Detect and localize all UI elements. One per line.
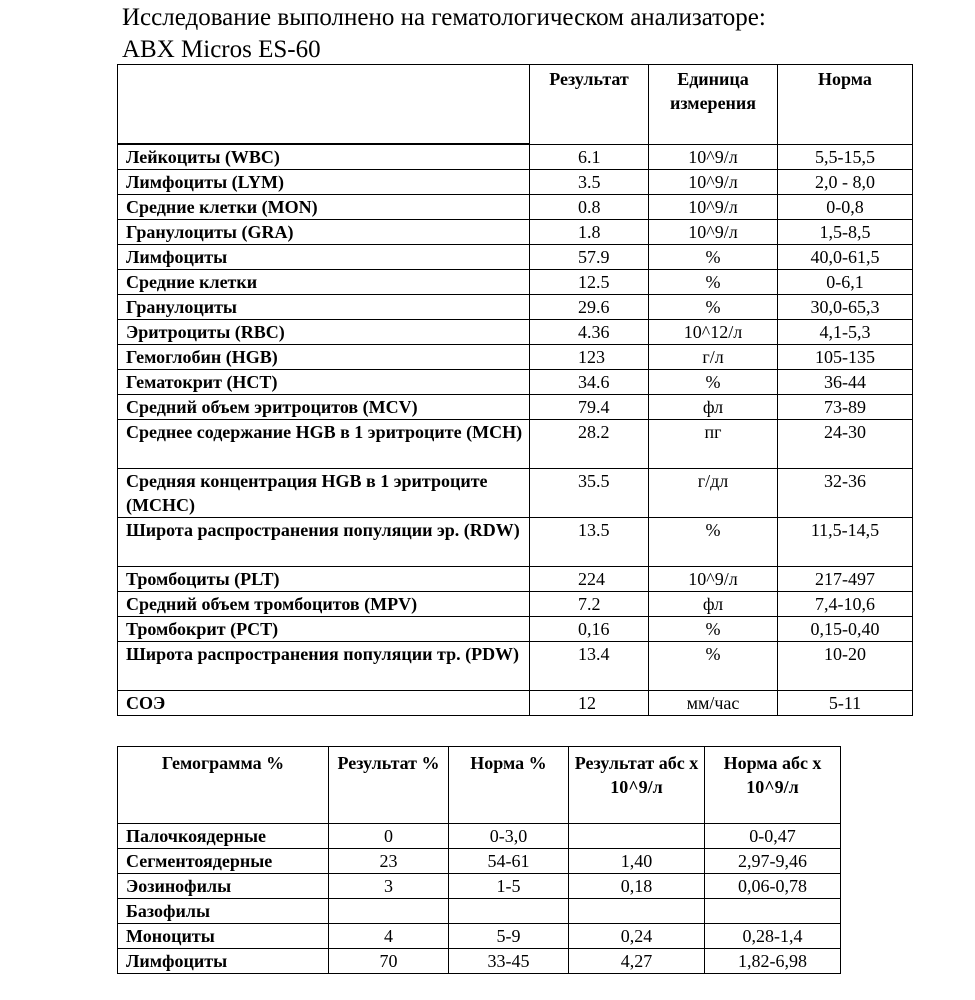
hemogram-row-result	[329, 899, 449, 924]
table-row	[118, 691, 913, 716]
row-unit: %	[649, 245, 778, 270]
row-unit: 10^9/л	[649, 220, 778, 245]
hemogram-row	[118, 924, 841, 949]
row-norm: 4,1-5,3	[778, 320, 913, 345]
row-result: 7.2	[530, 592, 649, 617]
hemogram-row-norm: 1-5	[449, 874, 569, 899]
table-row	[118, 295, 913, 320]
table-row	[118, 320, 913, 345]
table-row	[118, 220, 913, 245]
row-result: 13.4	[530, 642, 649, 691]
hemogram-header-row	[118, 747, 841, 824]
row-norm: 24-30	[778, 420, 913, 469]
hemogram-row-result: 70	[329, 949, 449, 974]
row-name: Лейкоциты (WBC)	[118, 144, 530, 170]
row-name: Гранулоциты (GRA)	[118, 220, 530, 245]
page-title	[122, 2, 766, 66]
hemogram-row-abs-result	[569, 824, 705, 849]
row-name: Средние клетки	[118, 270, 530, 295]
row-name: Лимфоциты	[118, 245, 530, 270]
hemogram-row	[118, 824, 841, 849]
row-result: 1.8	[530, 220, 649, 245]
row-result: 123	[530, 345, 649, 370]
hemogram-header-abs-norm: Норма абс х 10^9/л	[705, 747, 841, 824]
header-result: Результат	[530, 65, 649, 145]
row-result: 0,16	[530, 617, 649, 642]
row-norm: 217-497	[778, 567, 913, 592]
row-unit: г/л	[649, 345, 778, 370]
row-unit: 10^9/л	[649, 170, 778, 195]
table-row	[118, 270, 913, 295]
row-name: Тромбоциты (PLT)	[118, 567, 530, 592]
hemogram-row-abs-result: 4,27	[569, 949, 705, 974]
hemogram-row-abs-result: 0,18	[569, 874, 705, 899]
row-unit: 10^9/л	[649, 567, 778, 592]
row-name: Лимфоциты (LYM)	[118, 170, 530, 195]
table-row	[118, 245, 913, 270]
row-result: 12	[530, 691, 649, 716]
hemogram-row-norm: 5-9	[449, 924, 569, 949]
row-result: 34.6	[530, 370, 649, 395]
row-unit: 10^12/л	[649, 320, 778, 345]
row-norm: 11,5-14,5	[778, 518, 913, 567]
row-norm: 0-0,8	[778, 195, 913, 220]
table-row	[118, 370, 913, 395]
row-result: 57.9	[530, 245, 649, 270]
hemogram-row-abs-norm	[705, 899, 841, 924]
row-result: 6.1	[530, 144, 649, 170]
hemogram-row	[118, 849, 841, 874]
blood-analysis-table	[117, 64, 913, 716]
title-line-2: ABX Micros ES-60	[122, 36, 321, 63]
hemogram-row-result: 4	[329, 924, 449, 949]
row-name: Средние клетки (MON)	[118, 195, 530, 220]
hemogram-row-abs-norm: 2,97-9,46	[705, 849, 841, 874]
table-row	[118, 567, 913, 592]
row-name: Гемоглобин (HGB)	[118, 345, 530, 370]
hemogram-row-name: Лимфоциты	[118, 949, 329, 974]
table-row	[118, 395, 913, 420]
row-name: Тромбокрит (PCT)	[118, 617, 530, 642]
row-norm: 7,4-10,6	[778, 592, 913, 617]
row-name: Средний объем эритроцитов (MCV)	[118, 395, 530, 420]
hemogram-header-norm: Норма %	[449, 747, 569, 824]
table-row	[118, 469, 913, 518]
row-unit: мм/час	[649, 691, 778, 716]
hemogram-row-abs-norm: 1,82-6,98	[705, 949, 841, 974]
row-name: Широта распространения популяции эр. (RDW)	[118, 518, 530, 567]
header-unit	[649, 65, 778, 145]
hemogram-row-name: Палочкоядерные	[118, 824, 329, 849]
hemogram-row	[118, 899, 841, 924]
row-result: 12.5	[530, 270, 649, 295]
row-name: Широта распространения популяции тр. (PDW)	[118, 642, 530, 691]
hemogram-header-name: Гемограмма %	[118, 747, 329, 824]
hemogram-row-abs-norm: 0,28-1,4	[705, 924, 841, 949]
table-row	[118, 518, 913, 567]
row-unit: %	[649, 270, 778, 295]
hemogram-row-abs-result: 0,24	[569, 924, 705, 949]
row-norm: 36-44	[778, 370, 913, 395]
header-name	[118, 65, 530, 145]
row-norm: 0-6,1	[778, 270, 913, 295]
row-norm: 105-135	[778, 345, 913, 370]
table-row	[118, 592, 913, 617]
row-name: Средняя концентрация HGB в 1 эритроците (MCHC)	[118, 469, 530, 518]
hemogram-row-norm: 33-45	[449, 949, 569, 974]
row-result: 3.5	[530, 170, 649, 195]
row-result: 13.5	[530, 518, 649, 567]
row-norm: 5-11	[778, 691, 913, 716]
row-result: 0.8	[530, 195, 649, 220]
hemogram-header-abs-result: Результат абс х 10^9/л	[569, 747, 705, 824]
table-row	[118, 195, 913, 220]
row-norm: 30,0-65,3	[778, 295, 913, 320]
hemogram-row-name: Эозинофилы	[118, 874, 329, 899]
row-result: 224	[530, 567, 649, 592]
row-unit: %	[649, 642, 778, 691]
hemogram-row-result: 23	[329, 849, 449, 874]
header-unit-label: Единица измерения	[669, 69, 757, 113]
row-norm: 2,0 - 8,0	[778, 170, 913, 195]
row-unit: 10^9/л	[649, 144, 778, 170]
row-name: Средний объем тромбоцитов (MPV)	[118, 592, 530, 617]
row-name: Гранулоциты	[118, 295, 530, 320]
row-unit: %	[649, 518, 778, 567]
row-unit: г/дл	[649, 469, 778, 518]
hemogram-row-norm: 0-3,0	[449, 824, 569, 849]
hemogram-row-abs-norm: 0,06-0,78	[705, 874, 841, 899]
hemogram-row	[118, 874, 841, 899]
hemogram-table	[117, 746, 841, 974]
row-result: 35.5	[530, 469, 649, 518]
row-unit: фл	[649, 395, 778, 420]
table-header-row	[118, 65, 913, 145]
row-unit: пг	[649, 420, 778, 469]
hemogram-row-abs-result: 1,40	[569, 849, 705, 874]
row-name: Эритроциты (RBC)	[118, 320, 530, 345]
row-unit: %	[649, 295, 778, 320]
row-norm: 0,15-0,40	[778, 617, 913, 642]
hemogram-header-result: Результат %	[329, 747, 449, 824]
title-line-1: Исследование выполнено на гематологическом анализаторе:	[122, 4, 766, 31]
row-name: СОЭ	[118, 691, 530, 716]
hemogram-row-result: 3	[329, 874, 449, 899]
row-name: Гематокрит (HCT)	[118, 370, 530, 395]
row-result: 79.4	[530, 395, 649, 420]
row-norm: 32-36	[778, 469, 913, 518]
hemogram-row-name: Моноциты	[118, 924, 329, 949]
table-row	[118, 642, 913, 691]
row-name: Среднее содержание HGB в 1 эритроците (MCH)	[118, 420, 530, 469]
row-unit: %	[649, 370, 778, 395]
hemogram-row-name: Сегментоядерные	[118, 849, 329, 874]
row-result: 4.36	[530, 320, 649, 345]
table-row	[118, 420, 913, 469]
hemogram-row-abs-result	[569, 899, 705, 924]
table-row	[118, 345, 913, 370]
row-result: 29.6	[530, 295, 649, 320]
hemogram-row-result: 0	[329, 824, 449, 849]
row-norm: 10-20	[778, 642, 913, 691]
row-unit: %	[649, 617, 778, 642]
table-row	[118, 170, 913, 195]
row-norm: 1,5-8,5	[778, 220, 913, 245]
hemogram-row-name: Базофилы	[118, 899, 329, 924]
hemogram-row-norm	[449, 899, 569, 924]
row-result: 28.2	[530, 420, 649, 469]
table-row	[118, 617, 913, 642]
hemogram-row-norm: 54-61	[449, 849, 569, 874]
row-unit: фл	[649, 592, 778, 617]
row-norm: 73-89	[778, 395, 913, 420]
header-norm: Норма	[778, 65, 913, 145]
hemogram-row	[118, 949, 841, 974]
table-row	[118, 144, 913, 170]
row-norm: 5,5-15,5	[778, 144, 913, 170]
hemogram-row-abs-norm: 0-0,47	[705, 824, 841, 849]
row-unit: 10^9/л	[649, 195, 778, 220]
row-norm: 40,0-61,5	[778, 245, 913, 270]
